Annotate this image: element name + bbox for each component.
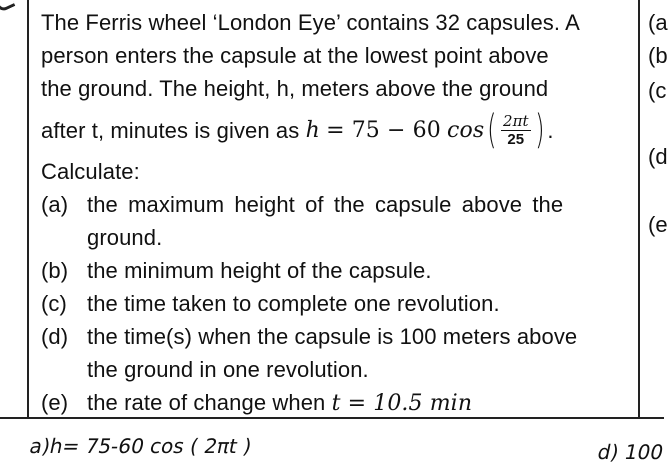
intro-line-2-text: person enters the capsule at the lowest point above <box>41 43 549 68</box>
intro-line-3 <box>41 72 631 105</box>
part-d-label: (d) <box>41 324 69 349</box>
table-border-left <box>27 0 29 418</box>
part-e-words: the rate of change when <box>87 390 326 415</box>
part-e-label: (e) <box>41 390 69 415</box>
side-mark-d: (d <box>648 144 668 169</box>
part-a-line-1 <box>87 188 631 221</box>
formula-prefix: after t, minutes is given as <box>41 117 300 143</box>
handwritten-note-left: a)h= 75-60 cos ( 2πt ) <box>27 434 254 458</box>
part-a <box>41 188 631 254</box>
corner-mark <box>0 0 15 13</box>
part-c <box>41 287 631 320</box>
formula-line <box>41 105 631 155</box>
part-b-text: the minimum height of the capsule. <box>87 258 432 283</box>
side-mark-b: (b <box>648 43 668 68</box>
intro-line-2 <box>41 39 631 72</box>
table-border-right <box>638 0 640 418</box>
handwritten-note-right: d) 100 <box>595 440 666 464</box>
part-c-label: (c) <box>41 291 67 316</box>
calculate-heading <box>41 155 631 188</box>
side-mark-c: (c <box>648 78 667 103</box>
part-e <box>41 386 631 419</box>
side-mark-a: (a <box>648 10 668 35</box>
fraction-denominator: 25 <box>507 130 525 148</box>
part-d-text <box>87 320 631 386</box>
side-mark-e: (e <box>648 212 668 237</box>
part-e-text <box>87 386 631 419</box>
part-b <box>41 254 631 287</box>
question-parts <box>41 188 631 419</box>
part-d <box>41 320 631 386</box>
calculate-text: Calculate: <box>41 159 140 184</box>
part-d-line-2: the ground in one revolution. <box>87 357 369 382</box>
part-b-label: (b) <box>41 258 69 283</box>
part-a-text <box>87 188 631 254</box>
formula-h: h <box>305 117 320 143</box>
part-d-line-1: the time(s) when the capsule is 100 meters above <box>87 324 578 349</box>
formula-period: . <box>547 117 554 143</box>
part-a-line-2: ground. <box>87 225 163 250</box>
part-c-text: the time taken to complete one revolution. <box>87 291 500 316</box>
formula-equation: = 75 − 60 <box>326 117 441 143</box>
question-text <box>41 6 631 419</box>
intro-line-1-text: The Ferris wheel ‘London Eye’ contains 32 capsules. A <box>41 10 580 35</box>
fraction-numerator: 2πt <box>502 111 529 130</box>
part-e-math: t = 10.5 min <box>331 391 473 416</box>
left-paren: ( <box>487 107 497 153</box>
intro-line-1 <box>41 6 631 39</box>
part-a-line-1-text: the maximum height of the capsule above the <box>87 192 564 217</box>
intro-line-3-text: the ground. The height, h, meters above the ground <box>41 76 549 101</box>
formula-fraction <box>501 113 531 148</box>
part-a-label: (a) <box>41 192 69 217</box>
right-paren: ) <box>534 107 545 153</box>
formula-cos: cos <box>447 117 485 143</box>
adjacent-column <box>648 0 668 418</box>
